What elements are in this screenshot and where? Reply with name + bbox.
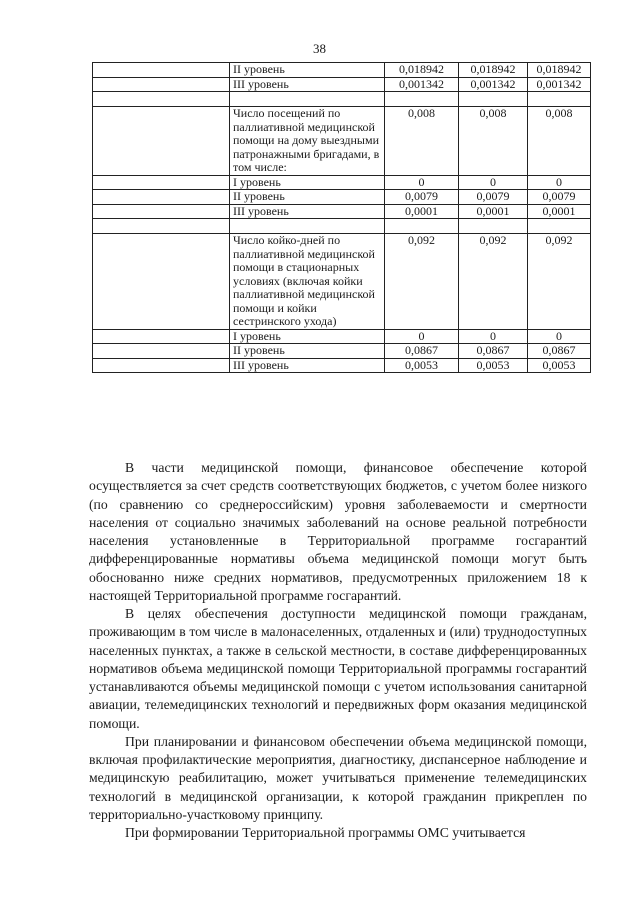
empty-cell — [93, 219, 230, 234]
empty-cell — [93, 63, 230, 78]
value-cell-1 — [385, 92, 459, 107]
indicator-name-cell: Число посещений по паллиативной медицинской помощи на дому выездными патронажными бригадами, в том числе: — [230, 107, 385, 176]
empty-cell — [93, 107, 230, 176]
indicator-name-cell: III уровень — [230, 204, 385, 219]
indicator-name-cell: Число койко-дней по паллиативной медицинской помощи в стационарных условиях (включая койки паллиативной медицинской помощи и койки сестринского ухода) — [230, 234, 385, 330]
value-cell-1 — [385, 219, 459, 234]
empty-cell — [93, 234, 230, 330]
table-body — [93, 63, 591, 373]
empty-cell — [93, 204, 230, 219]
indicator-name-cell: II уровень — [230, 63, 385, 78]
value-cell-2: 0 — [459, 175, 528, 190]
table-row — [93, 190, 591, 205]
value-cell-1: 0,0867 — [385, 344, 459, 359]
indicator-name-cell: III уровень — [230, 77, 385, 92]
table-row — [93, 77, 591, 92]
empty-cell — [93, 190, 230, 205]
value-cell-2: 0,0001 — [459, 204, 528, 219]
value-cell-3: 0 — [528, 329, 591, 344]
table-row — [93, 63, 591, 78]
empty-cell — [93, 77, 230, 92]
indicator-name-cell: II уровень — [230, 344, 385, 359]
table-row — [93, 358, 591, 373]
indicator-name-cell: I уровень — [230, 329, 385, 344]
value-cell-1: 0,008 — [385, 107, 459, 176]
value-cell-1: 0,092 — [385, 234, 459, 330]
value-cell-2: 0,018942 — [459, 63, 528, 78]
value-cell-3: 0,0079 — [528, 190, 591, 205]
indicator-name-cell — [230, 92, 385, 107]
normatives-table — [92, 62, 591, 373]
empty-cell — [93, 92, 230, 107]
table-spacer-row — [93, 219, 591, 234]
value-cell-1: 0,001342 — [385, 77, 459, 92]
value-cell-3: 0 — [528, 175, 591, 190]
indicator-name-cell: III уровень — [230, 358, 385, 373]
empty-cell — [93, 344, 230, 359]
paragraph-telemedicine: При планировании и финансовом обеспечении объема медицинской помощи, включая профилактические мероприятия, диагностику, диспансерное наблюдение и медицинскую реабилитацию, может учитываться применение телемедицинских технологий в медицинской организации, к которой гражданин прикреплен по территориально-участковому принципу. — [89, 733, 587, 822]
value-cell-3: 0,092 — [528, 234, 591, 330]
value-cell-3: 0,0053 — [528, 358, 591, 373]
table-row — [93, 234, 591, 330]
value-cell-3: 0,0867 — [528, 344, 591, 359]
value-cell-1: 0,0001 — [385, 204, 459, 219]
body-text — [89, 459, 587, 842]
value-cell-3: 0,018942 — [528, 63, 591, 78]
value-cell-2: 0,092 — [459, 234, 528, 330]
value-cell-2: 0,0053 — [459, 358, 528, 373]
table-row — [93, 204, 591, 219]
table-row — [93, 107, 591, 176]
value-cell-2: 0,0079 — [459, 190, 528, 205]
paragraph-regional-budget: В части медицинской помощи, финансовое обеспечение которой осуществляется за счет средств соответствующих бюджетов, с учетом более низкого (по сравнению со среднероссийским) уровня заболеваемости и смертности населения от социально значимых заболеваний на основе реальной потребности населения установленные в Территориальной программе госгарантий дифференцированные нормативы объема медицинской помощи могут быть обоснованно ниже средних нормативов, предусмотренных приложением 18 к настоящей Территориальной программе госгарантий. — [89, 460, 587, 603]
value-cell-3 — [528, 219, 591, 234]
value-cell-1: 0 — [385, 329, 459, 344]
value-cell-3: 0,008 — [528, 107, 591, 176]
paragraph-accessibility: В целях обеспечения доступности медицинской помощи гражданам, проживающим в том числе в малонаселенных, отдаленных и (или) труднодоступных населенных пунктах, а также в сельской местности, в составе дифференцированных нормативов объема медицинской помощи Территориальной программы госгарантий устанавливаются объемы медицинской помощи с учетом использования санитарной авиации, телемедицинских технологий и передвижных форм оказания медицинской помощи. — [89, 606, 587, 731]
value-cell-1: 0 — [385, 175, 459, 190]
value-cell-1: 0,0053 — [385, 358, 459, 373]
empty-cell — [93, 329, 230, 344]
empty-cell — [93, 175, 230, 190]
value-cell-3 — [528, 92, 591, 107]
value-cell-1: 0,018942 — [385, 63, 459, 78]
table-row — [93, 344, 591, 359]
table-row — [93, 175, 591, 190]
table-spacer-row — [93, 92, 591, 107]
value-cell-1: 0,0079 — [385, 190, 459, 205]
value-cell-2: 0,001342 — [459, 77, 528, 92]
value-cell-3: 0,001342 — [528, 77, 591, 92]
indicator-name-cell — [230, 219, 385, 234]
page-number: 38 — [313, 41, 326, 56]
table-row — [93, 329, 591, 344]
value-cell-3: 0,0001 — [528, 204, 591, 219]
value-cell-2 — [459, 219, 528, 234]
value-cell-2: 0,0867 — [459, 344, 528, 359]
indicator-name-cell: I уровень — [230, 175, 385, 190]
paragraph-oms-program: При формировании Территориальной программы ОМС учитывается — [125, 825, 526, 840]
indicator-name-cell: II уровень — [230, 190, 385, 205]
value-cell-2: 0 — [459, 329, 528, 344]
empty-cell — [93, 358, 230, 373]
value-cell-2: 0,008 — [459, 107, 528, 176]
value-cell-2 — [459, 92, 528, 107]
